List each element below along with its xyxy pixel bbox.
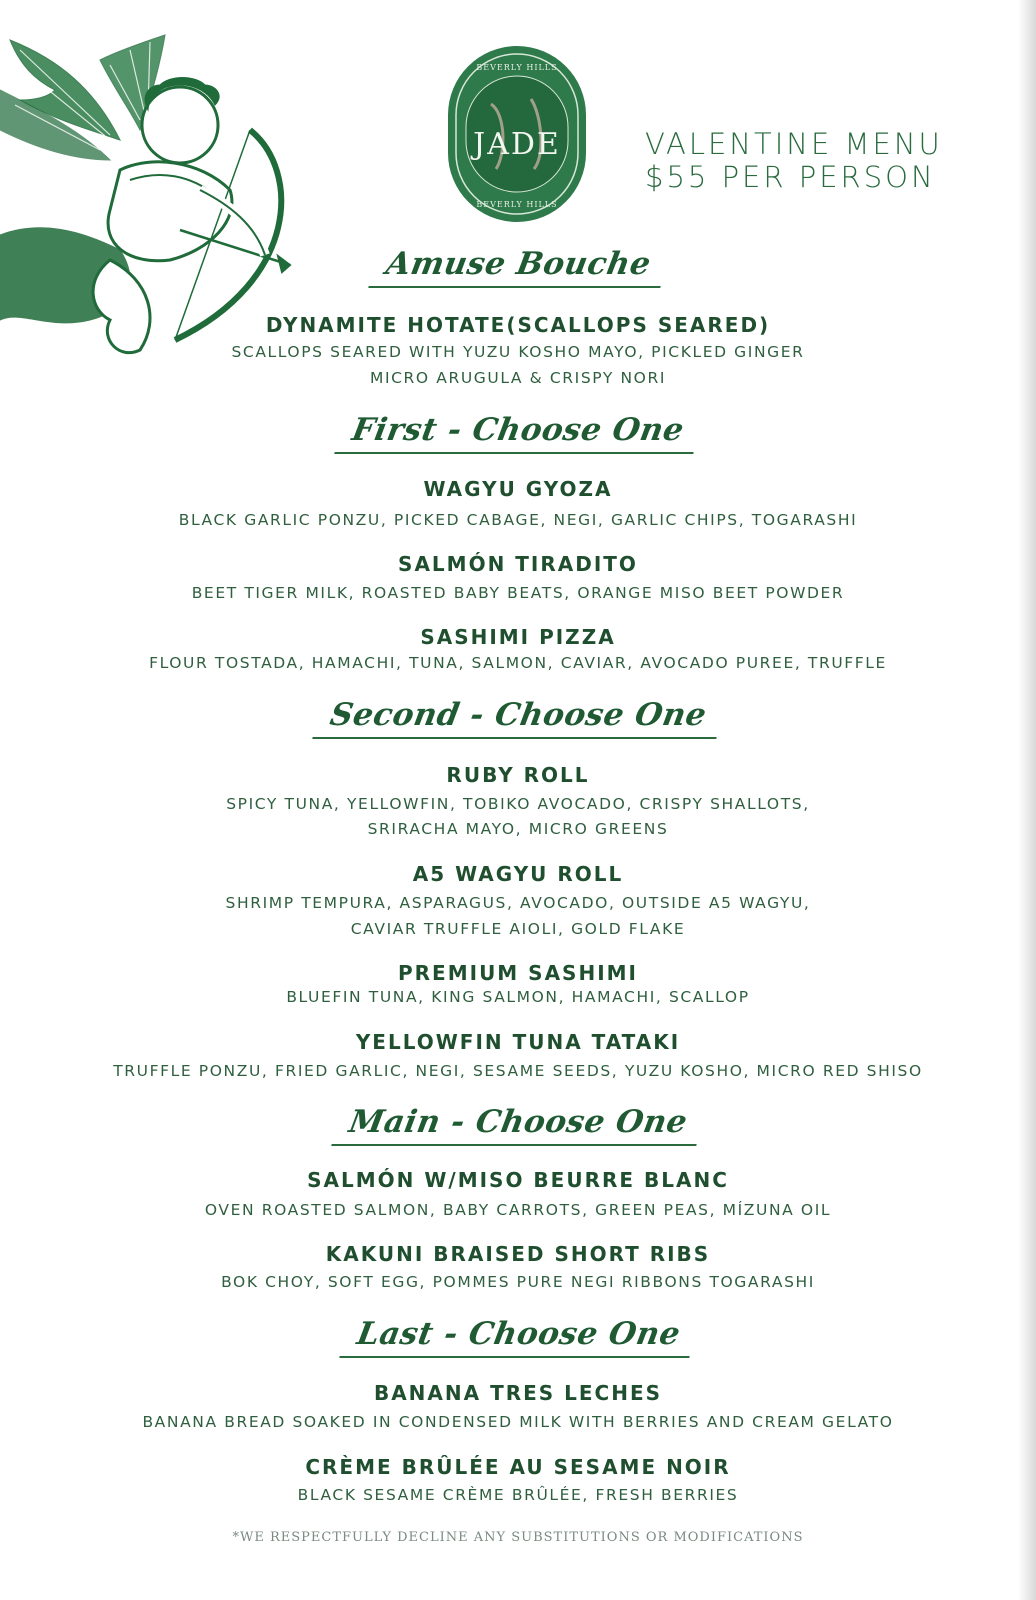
section-heading-amuse-bouche: Amuse Bouche <box>0 246 1036 288</box>
item-desc-line: BLACK SESAME CRÈME BRÛLÉE, FRESH BERRIES <box>297 1486 739 1504</box>
item-desc-line: CAVIAR TRUFFLE AIOLI, GOLD FLAKE <box>350 920 686 938</box>
logo-monogram: JADE <box>473 127 561 162</box>
jade-logo <box>446 44 588 224</box>
item-desc-line: SHRIMP TEMPURA, ASPARAGUS, AVOCADO, OUTSIDE A5 WAGYU, <box>225 894 811 912</box>
item-desc-line: SRIRACHA MAYO, MICRO GREENS <box>367 820 669 838</box>
item-banana-tres-leches: BANANA TRES LECHES <box>373 1381 663 1405</box>
section-heading-last: Last - Choose One <box>0 1316 1036 1358</box>
logo-text-top: BEVERLY HILLS <box>476 63 558 72</box>
item-desc-line: SCALLOPS SEARED WITH YUZU KOSHO MAYO, PICKLED GINGER <box>231 343 805 361</box>
item-yellowfin-tuna-tataki: YELLOWFIN TUNA TATAKI <box>355 1030 681 1054</box>
item-desc-line: OVEN ROASTED SALMON, BABY CARROTS, GREEN PEAS, MÍZUNA OIL <box>204 1201 832 1219</box>
section-heading-second: Second - Choose One <box>0 697 1036 739</box>
item-ruby-roll: RUBY ROLL <box>446 763 590 787</box>
item-dynamite-hotate: DYNAMITE HOTATE(SCALLOPS SEARED) <box>265 313 771 337</box>
item-sashimi-pizza: SASHIMI PIZZA <box>420 625 616 649</box>
section-heading-main: Main - Choose One <box>0 1104 1036 1146</box>
footer-note: *WE RESPECTFULLY DECLINE ANY SUBSTITUTIONS OR MODIFICATIONS <box>232 1530 804 1545</box>
item-creme-brulee: CRÈME BRÛLÉE AU SESAME NOIR <box>305 1455 731 1479</box>
item-salmon-tiradito: SALMÓN TIRADITO <box>398 552 638 576</box>
item-desc-line: FLOUR TOSTADA, HAMACHI, TUNA, SALMON, CAVIAR, AVOCADO PUREE, TRUFFLE <box>149 654 887 672</box>
item-desc-line: BEET TIGER MILK, ROASTED BABY BEATS, ORANGE MISO BEET POWDER <box>191 584 845 602</box>
section-heading-first: First - Choose One <box>0 412 1036 454</box>
item-premium-sashimi: PREMIUM SASHIMI <box>398 961 638 985</box>
menu-title <box>645 128 945 194</box>
item-desc-line: TRUFFLE PONZU, FRIED GARLIC, NEGI, SESAME SEEDS, YUZU KOSHO, MICRO RED SHISO <box>113 1062 923 1080</box>
item-salmon-miso: SALMÓN W/MISO BEURRE BLANC <box>307 1168 729 1192</box>
item-kakuni-short-ribs: KAKUNI BRAISED SHORT RIBS <box>325 1242 711 1266</box>
price-line: $55 PER PERSON <box>645 160 936 194</box>
item-desc-line: BLUEFIN TUNA, KING SALMON, HAMACHI, SCALLOP <box>286 988 750 1006</box>
logo-text-bottom: BEVERLY HILLS <box>476 200 558 209</box>
item-wagyu-gyoza: WAGYU GYOZA <box>423 477 613 501</box>
item-desc-line: BOK CHOY, SOFT EGG, POMMES PURE NEGI RIBBONS TOGARASHI <box>221 1273 815 1291</box>
item-desc-line: MICRO ARUGULA & CRISPY NORI <box>369 369 666 387</box>
item-desc-line: BANANA BREAD SOAKED IN CONDENSED MILK WITH BERRIES AND CREAM GELATO <box>142 1413 894 1431</box>
item-a5-wagyu-roll: A5 WAGYU ROLL <box>412 862 624 886</box>
item-desc-line: BLACK GARLIC PONZU, PICKED CABAGE, NEGI, GARLIC CHIPS, TOGARASHI <box>178 511 858 529</box>
cupid-illustration <box>0 20 310 360</box>
item-desc-line: SPICY TUNA, YELLOWFIN, TOBIKO AVOCADO, CRISPY SHALLOTS, <box>226 795 810 813</box>
title-line-1: VALENTINE MENU <box>645 127 943 161</box>
